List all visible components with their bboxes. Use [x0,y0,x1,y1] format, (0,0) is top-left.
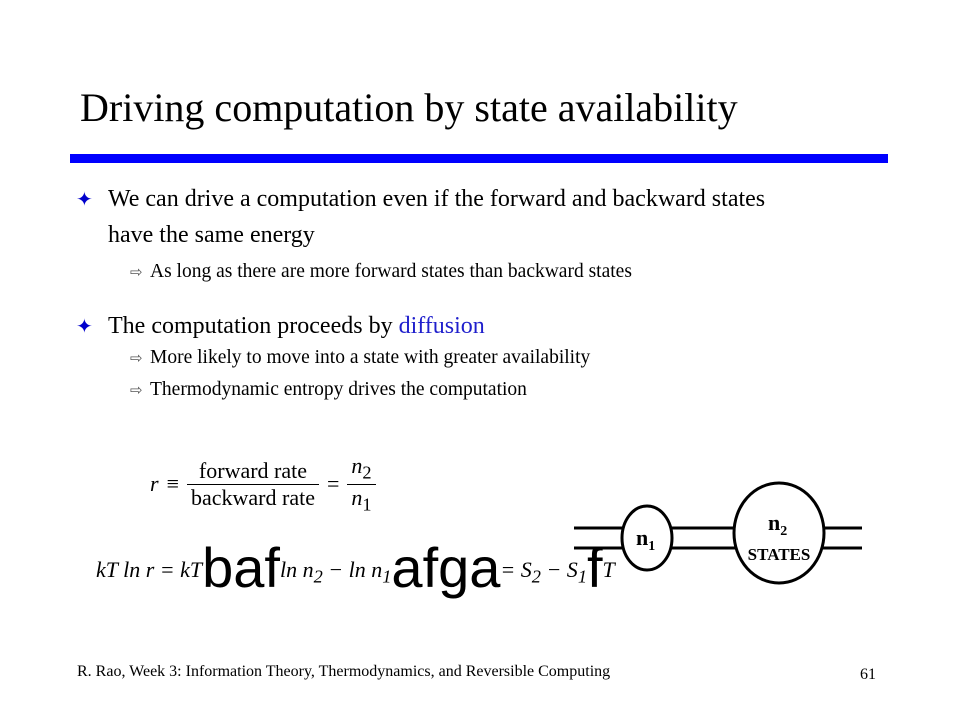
n1-var: n [351,484,363,510]
eq2-sub3: 2 [531,566,541,587]
n2-var: n [351,453,363,479]
eq2-sub1: 1 [382,566,392,587]
hollow-arrow-icon: ⇨ [130,263,143,281]
four-pointed-star-icon: ✦ [76,314,93,338]
eq2-glyph2: afga [391,536,501,599]
slide-title: Driving computation by state availability [80,85,738,130]
eq2-part4: = S [500,557,532,582]
eq2-sub2: 2 [313,566,323,587]
eq2-part2: ln n [279,557,314,582]
rate-fraction [187,458,319,511]
eq2-glyph1: baf [202,536,280,599]
n1-denominator [347,484,375,515]
eq-equiv-symbol: ≡ [166,471,179,496]
bullet-2-highlight: diffusion [398,313,485,339]
sub-bullet-2-1-text: More likely to move into a state with greater availability [150,347,591,368]
sub-bullet-1-1 [130,258,632,286]
ratio-equation [150,454,376,514]
hollow-arrow-icon: ⇨ [130,381,143,399]
state-diagram [570,478,870,608]
sub-bullet-2-2 [130,376,527,404]
eq2-part6: T [602,557,615,582]
bullet-1-text: We can drive a computation even if the forward and backward states have the same energy [108,186,766,248]
eq2-sub4: 1 [577,566,587,587]
sub-bullet-2-1 [130,344,590,372]
four-pointed-star-icon: ✦ [76,187,93,211]
eq2-part5: − S [540,557,578,582]
hollow-arrow-icon: ⇨ [130,349,143,367]
entropy-equation [96,535,615,600]
n2-label: $n_2$ [768,510,788,539]
n2-numerator [347,453,375,483]
state-fraction [347,453,375,515]
eq2-part1: kT ln r = kT [96,557,203,582]
sub-bullet-2-2-text: Thermodynamic entropy drives the computation [150,379,527,400]
n2-subscript: 2 [362,462,372,483]
title-underline [70,154,888,163]
eq2-part3: − ln n [322,557,383,582]
eq-r-symbol: r [150,471,159,496]
bullet-2-text [108,308,798,344]
footer-text: R. Rao, Week 3: Information Theory, Thermodynamics, and Reversible Computing [77,663,611,680]
n1-label: $n_1$ [636,525,656,554]
eq-equals-symbol: = [326,471,340,496]
states-label: STATES [747,545,811,564]
n1-subscript: 1 [362,493,372,514]
eq2-glyph3: f [586,536,603,599]
bullet-1 [76,181,798,253]
forward-rate-label: forward rate [198,457,308,483]
bullet-2-text-prefix: The computation proceeds by [108,313,399,339]
backward-rate-label: backward rate [187,484,319,511]
sub-bullet-1-1-text: As long as there are more forward states than backward states [150,261,632,282]
page-number: 61 [860,666,876,683]
bullet-2 [76,308,798,344]
